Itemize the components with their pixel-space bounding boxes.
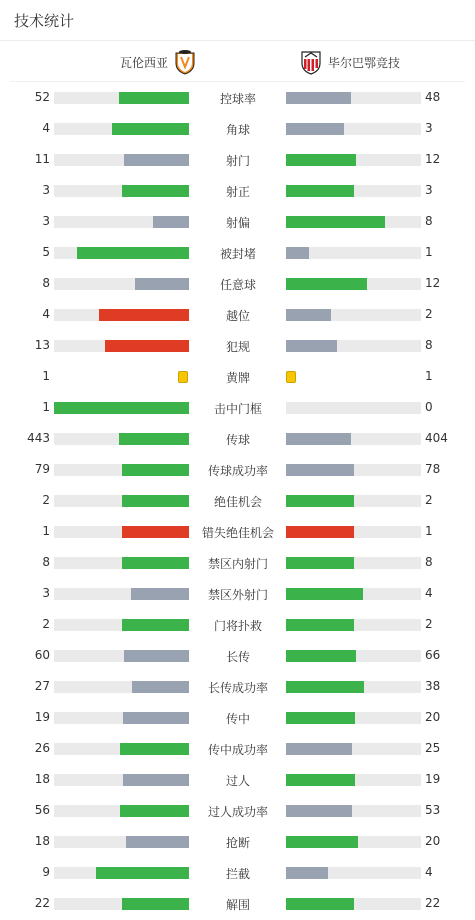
away-stat-bar bbox=[286, 123, 421, 135]
stat-row bbox=[0, 238, 475, 269]
stat-row bbox=[0, 672, 475, 703]
home-stat-value: 1 bbox=[42, 369, 50, 383]
home-stat-value: 79 bbox=[34, 462, 50, 476]
home-stat-bar-fill bbox=[119, 92, 189, 104]
away-stat-bar bbox=[286, 247, 421, 259]
home-stat-bar bbox=[54, 216, 189, 228]
stat-row bbox=[0, 827, 475, 858]
home-stat-value: 8 bbox=[42, 276, 50, 290]
stat-row bbox=[0, 83, 475, 114]
stat-label: 禁区内射门 bbox=[207, 557, 268, 571]
home-stat-bar-fill bbox=[77, 247, 189, 259]
yellow-card-icon bbox=[178, 371, 188, 383]
away-stat-bar-fill bbox=[286, 836, 358, 848]
stat-row bbox=[0, 331, 475, 362]
stat-label: 绝佳机会 bbox=[213, 495, 262, 509]
away-stat-bar-fill bbox=[286, 495, 354, 507]
home-stat-bar bbox=[54, 650, 189, 662]
home-team bbox=[114, 49, 196, 75]
page-title: 技术统计 bbox=[14, 12, 75, 30]
home-stat-bar-fill bbox=[119, 433, 189, 445]
away-stat-value: 53 bbox=[425, 803, 441, 817]
away-stat-bar-fill bbox=[286, 278, 367, 290]
stat-row bbox=[0, 145, 475, 176]
away-stat-bar-fill bbox=[286, 898, 354, 910]
home-stat-value: 26 bbox=[34, 741, 50, 755]
home-stat-value: 3 bbox=[42, 586, 50, 600]
home-stat-value: 1 bbox=[42, 400, 50, 414]
away-stat-bar-fill bbox=[286, 123, 344, 135]
stat-label: 击中门框 bbox=[213, 402, 262, 416]
home-stat-value: 8 bbox=[42, 555, 50, 569]
home-stat-value: 13 bbox=[34, 338, 50, 352]
stat-label: 过人成功率 bbox=[207, 805, 268, 819]
stat-row bbox=[0, 114, 475, 145]
away-stat-bar bbox=[286, 557, 421, 569]
home-stat-bar bbox=[54, 185, 189, 197]
stat-label: 禁区外射门 bbox=[207, 588, 268, 602]
home-stat-bar bbox=[54, 805, 189, 817]
stat-label: 门将扑救 bbox=[213, 619, 262, 633]
stat-row bbox=[0, 765, 475, 796]
home-stat-value: 60 bbox=[34, 648, 50, 662]
away-stat-value: 8 bbox=[425, 338, 433, 352]
stat-row bbox=[0, 300, 475, 331]
away-stat-value: 404 bbox=[425, 431, 448, 445]
away-stat-value: 20 bbox=[425, 710, 441, 724]
home-stat-bar-fill bbox=[122, 495, 190, 507]
away-stat-bar-fill bbox=[286, 650, 356, 662]
home-stat-bar-fill bbox=[132, 681, 189, 693]
away-stat-bar-fill bbox=[286, 805, 352, 817]
home-stat-bar-fill bbox=[124, 154, 189, 166]
away-team bbox=[300, 49, 406, 75]
home-stat-value: 18 bbox=[34, 834, 50, 848]
home-stat-bar-fill bbox=[120, 805, 189, 817]
away-stat-bar bbox=[286, 836, 421, 848]
stat-row bbox=[0, 703, 475, 734]
away-stat-bar-fill bbox=[286, 712, 355, 724]
stat-label: 射偏 bbox=[225, 216, 250, 230]
away-stat-value: 38 bbox=[425, 679, 441, 693]
away-stat-bar-fill bbox=[286, 216, 385, 228]
home-stat-value: 27 bbox=[34, 679, 50, 693]
away-stat-value: 1 bbox=[425, 245, 433, 259]
home-stat-bar-fill bbox=[122, 464, 190, 476]
stat-label: 黄牌 bbox=[225, 371, 250, 385]
home-stat-bar bbox=[54, 247, 189, 259]
home-stat-value: 22 bbox=[34, 896, 50, 910]
away-stat-value: 8 bbox=[425, 555, 433, 569]
home-stat-bar bbox=[54, 154, 189, 166]
away-stat-value: 1 bbox=[425, 369, 433, 383]
home-stat-bar bbox=[54, 402, 189, 414]
stat-row bbox=[0, 424, 475, 455]
away-stat-bar-fill bbox=[286, 557, 354, 569]
stat-row bbox=[0, 734, 475, 765]
away-stat-bar bbox=[286, 681, 421, 693]
home-stat-value: 4 bbox=[42, 307, 50, 321]
stat-row bbox=[0, 269, 475, 300]
away-stat-bar bbox=[286, 464, 421, 476]
away-stat-bar bbox=[286, 278, 421, 290]
home-stat-bar-fill bbox=[135, 278, 189, 290]
home-stat-bar bbox=[54, 836, 189, 848]
away-stat-value: 0 bbox=[425, 400, 433, 414]
stat-row bbox=[0, 641, 475, 672]
away-stat-value: 8 bbox=[425, 214, 433, 228]
athletic-bilbao-crest-icon bbox=[300, 49, 322, 75]
stat-label: 错失绝佳机会 bbox=[201, 526, 274, 540]
stat-label: 传中成功率 bbox=[207, 743, 268, 757]
away-stat-bar bbox=[286, 898, 421, 910]
away-stat-bar-fill bbox=[286, 185, 354, 197]
home-stat-bar bbox=[54, 526, 189, 538]
home-stat-value: 2 bbox=[42, 493, 50, 507]
away-team-name: 毕尔巴鄂竞技 bbox=[328, 55, 401, 70]
home-stat-bar bbox=[54, 92, 189, 104]
stat-row bbox=[0, 858, 475, 889]
home-stat-bar-fill bbox=[131, 588, 189, 600]
stat-label: 控球率 bbox=[219, 92, 256, 106]
stat-row bbox=[0, 548, 475, 579]
yellow-card-icon bbox=[286, 371, 296, 383]
away-stat-bar-fill bbox=[286, 464, 354, 476]
stat-row bbox=[0, 579, 475, 610]
away-stat-value: 4 bbox=[425, 865, 433, 879]
stat-label: 过人 bbox=[225, 774, 250, 788]
away-stat-bar bbox=[286, 619, 421, 631]
away-stat-bar bbox=[286, 805, 421, 817]
home-stat-bar bbox=[54, 867, 189, 879]
away-stat-bar-fill bbox=[286, 588, 363, 600]
stat-label: 解围 bbox=[225, 898, 250, 912]
home-stat-bar bbox=[54, 309, 189, 321]
home-stat-bar bbox=[54, 619, 189, 631]
home-stat-bar bbox=[54, 123, 189, 135]
away-stat-value: 25 bbox=[425, 741, 441, 755]
home-stat-bar-fill bbox=[126, 836, 189, 848]
away-stat-value: 3 bbox=[425, 121, 433, 135]
stat-row bbox=[0, 610, 475, 641]
away-stat-bar-fill bbox=[286, 92, 351, 104]
stat-row bbox=[0, 207, 475, 238]
stat-label: 传球 bbox=[225, 433, 250, 447]
away-stat-bar-fill bbox=[286, 309, 331, 321]
away-stat-bar bbox=[286, 712, 421, 724]
home-stat-bar-fill bbox=[54, 402, 189, 414]
away-stat-bar-fill bbox=[286, 619, 354, 631]
away-stat-bar bbox=[286, 774, 421, 786]
away-stat-value: 48 bbox=[425, 90, 441, 104]
away-stat-bar-fill bbox=[286, 154, 356, 166]
home-stat-bar-fill bbox=[122, 557, 190, 569]
stat-label: 射正 bbox=[225, 185, 250, 199]
away-stat-value: 2 bbox=[425, 617, 433, 631]
away-stat-value: 12 bbox=[425, 276, 441, 290]
away-stat-value: 20 bbox=[425, 834, 441, 848]
page-header bbox=[0, 0, 475, 41]
away-stat-bar bbox=[286, 402, 421, 414]
home-stat-bar bbox=[54, 588, 189, 600]
away-stat-value: 19 bbox=[425, 772, 441, 786]
home-stat-bar-fill bbox=[123, 774, 189, 786]
away-stat-value: 78 bbox=[425, 462, 441, 476]
home-stat-value: 443 bbox=[27, 431, 50, 445]
home-stat-value: 11 bbox=[34, 152, 50, 166]
away-stat-bar bbox=[286, 743, 421, 755]
home-stat-value: 52 bbox=[34, 90, 50, 104]
stat-label: 越位 bbox=[225, 309, 250, 323]
home-stat-bar bbox=[54, 743, 189, 755]
stat-row bbox=[0, 889, 475, 920]
home-stat-bar bbox=[54, 774, 189, 786]
stat-row bbox=[0, 176, 475, 207]
home-team-name: 瓦伦西亚 bbox=[120, 55, 169, 70]
away-stat-bar-fill bbox=[286, 526, 354, 538]
home-stat-bar-fill bbox=[122, 898, 190, 910]
away-stat-bar bbox=[286, 495, 421, 507]
away-stat-bar bbox=[286, 185, 421, 197]
away-stat-bar bbox=[286, 340, 421, 352]
away-stat-value: 12 bbox=[425, 152, 441, 166]
home-stat-bar-fill bbox=[120, 743, 189, 755]
away-stat-bar bbox=[286, 433, 421, 445]
home-stat-bar bbox=[54, 464, 189, 476]
home-stat-bar-fill bbox=[99, 309, 189, 321]
home-stat-bar-fill bbox=[122, 185, 190, 197]
stat-row bbox=[0, 455, 475, 486]
home-stat-bar-fill bbox=[122, 526, 190, 538]
home-stat-bar bbox=[54, 433, 189, 445]
home-stat-bar-fill bbox=[122, 619, 190, 631]
stat-label: 犯规 bbox=[225, 340, 250, 354]
away-stat-value: 22 bbox=[425, 896, 441, 910]
away-stat-value: 1 bbox=[425, 524, 433, 538]
away-stat-bar bbox=[286, 309, 421, 321]
away-stat-bar bbox=[286, 92, 421, 104]
home-stat-bar-fill bbox=[153, 216, 189, 228]
home-stat-value: 3 bbox=[42, 183, 50, 197]
home-stat-bar bbox=[54, 495, 189, 507]
away-stat-bar-fill bbox=[286, 867, 328, 879]
away-stat-bar bbox=[286, 526, 421, 538]
away-stat-bar-fill bbox=[286, 681, 364, 693]
stat-row bbox=[0, 796, 475, 827]
home-stat-bar bbox=[54, 278, 189, 290]
home-stat-bar bbox=[54, 712, 189, 724]
stat-label: 被封堵 bbox=[219, 247, 256, 261]
home-stat-bar bbox=[54, 557, 189, 569]
home-stat-bar-fill bbox=[112, 123, 189, 135]
home-stat-bar bbox=[54, 681, 189, 693]
away-stat-value: 4 bbox=[425, 586, 433, 600]
stat-label: 拦截 bbox=[225, 867, 250, 881]
stat-label: 传中 bbox=[225, 712, 250, 726]
away-stat-bar-fill bbox=[286, 433, 351, 445]
stat-label: 抢断 bbox=[225, 836, 250, 850]
away-stat-bar bbox=[286, 650, 421, 662]
home-stat-bar bbox=[54, 340, 189, 352]
home-stat-value: 56 bbox=[34, 803, 50, 817]
valencia-crest-icon bbox=[174, 49, 196, 75]
away-stat-value: 2 bbox=[425, 493, 433, 507]
away-stat-bar-fill bbox=[286, 743, 352, 755]
stat-row bbox=[0, 362, 475, 393]
stat-row bbox=[0, 486, 475, 517]
home-stat-value: 19 bbox=[34, 710, 50, 724]
away-stat-bar-fill bbox=[286, 340, 337, 352]
home-stat-value: 3 bbox=[42, 214, 50, 228]
home-stat-value: 4 bbox=[42, 121, 50, 135]
home-stat-value: 9 bbox=[42, 865, 50, 879]
away-stat-bar bbox=[286, 154, 421, 166]
home-stat-bar-fill bbox=[123, 712, 189, 724]
home-stat-bar-fill bbox=[105, 340, 189, 352]
away-stat-value: 2 bbox=[425, 307, 433, 321]
home-stat-value: 18 bbox=[34, 772, 50, 786]
away-stat-bar-fill bbox=[286, 247, 309, 259]
stat-row bbox=[0, 517, 475, 548]
teams-header bbox=[10, 41, 465, 82]
stat-label: 传球成功率 bbox=[207, 464, 268, 478]
stat-label: 角球 bbox=[225, 123, 250, 137]
stat-label: 射门 bbox=[225, 154, 250, 168]
away-stat-bar-fill bbox=[286, 774, 355, 786]
home-stat-bar-fill bbox=[124, 650, 189, 662]
away-stat-bar bbox=[286, 588, 421, 600]
home-stat-value: 1 bbox=[42, 524, 50, 538]
home-stat-bar-fill bbox=[96, 867, 189, 879]
home-stat-value: 2 bbox=[42, 617, 50, 631]
stat-label: 任意球 bbox=[219, 278, 256, 292]
stat-label: 长传成功率 bbox=[207, 681, 268, 695]
home-stat-bar bbox=[54, 898, 189, 910]
stat-label: 长传 bbox=[225, 650, 250, 664]
away-stat-value: 66 bbox=[425, 648, 441, 662]
away-stat-bar bbox=[286, 216, 421, 228]
away-stat-value: 3 bbox=[425, 183, 433, 197]
away-stat-bar bbox=[286, 867, 421, 879]
stat-row bbox=[0, 393, 475, 424]
home-stat-value: 5 bbox=[42, 245, 50, 259]
